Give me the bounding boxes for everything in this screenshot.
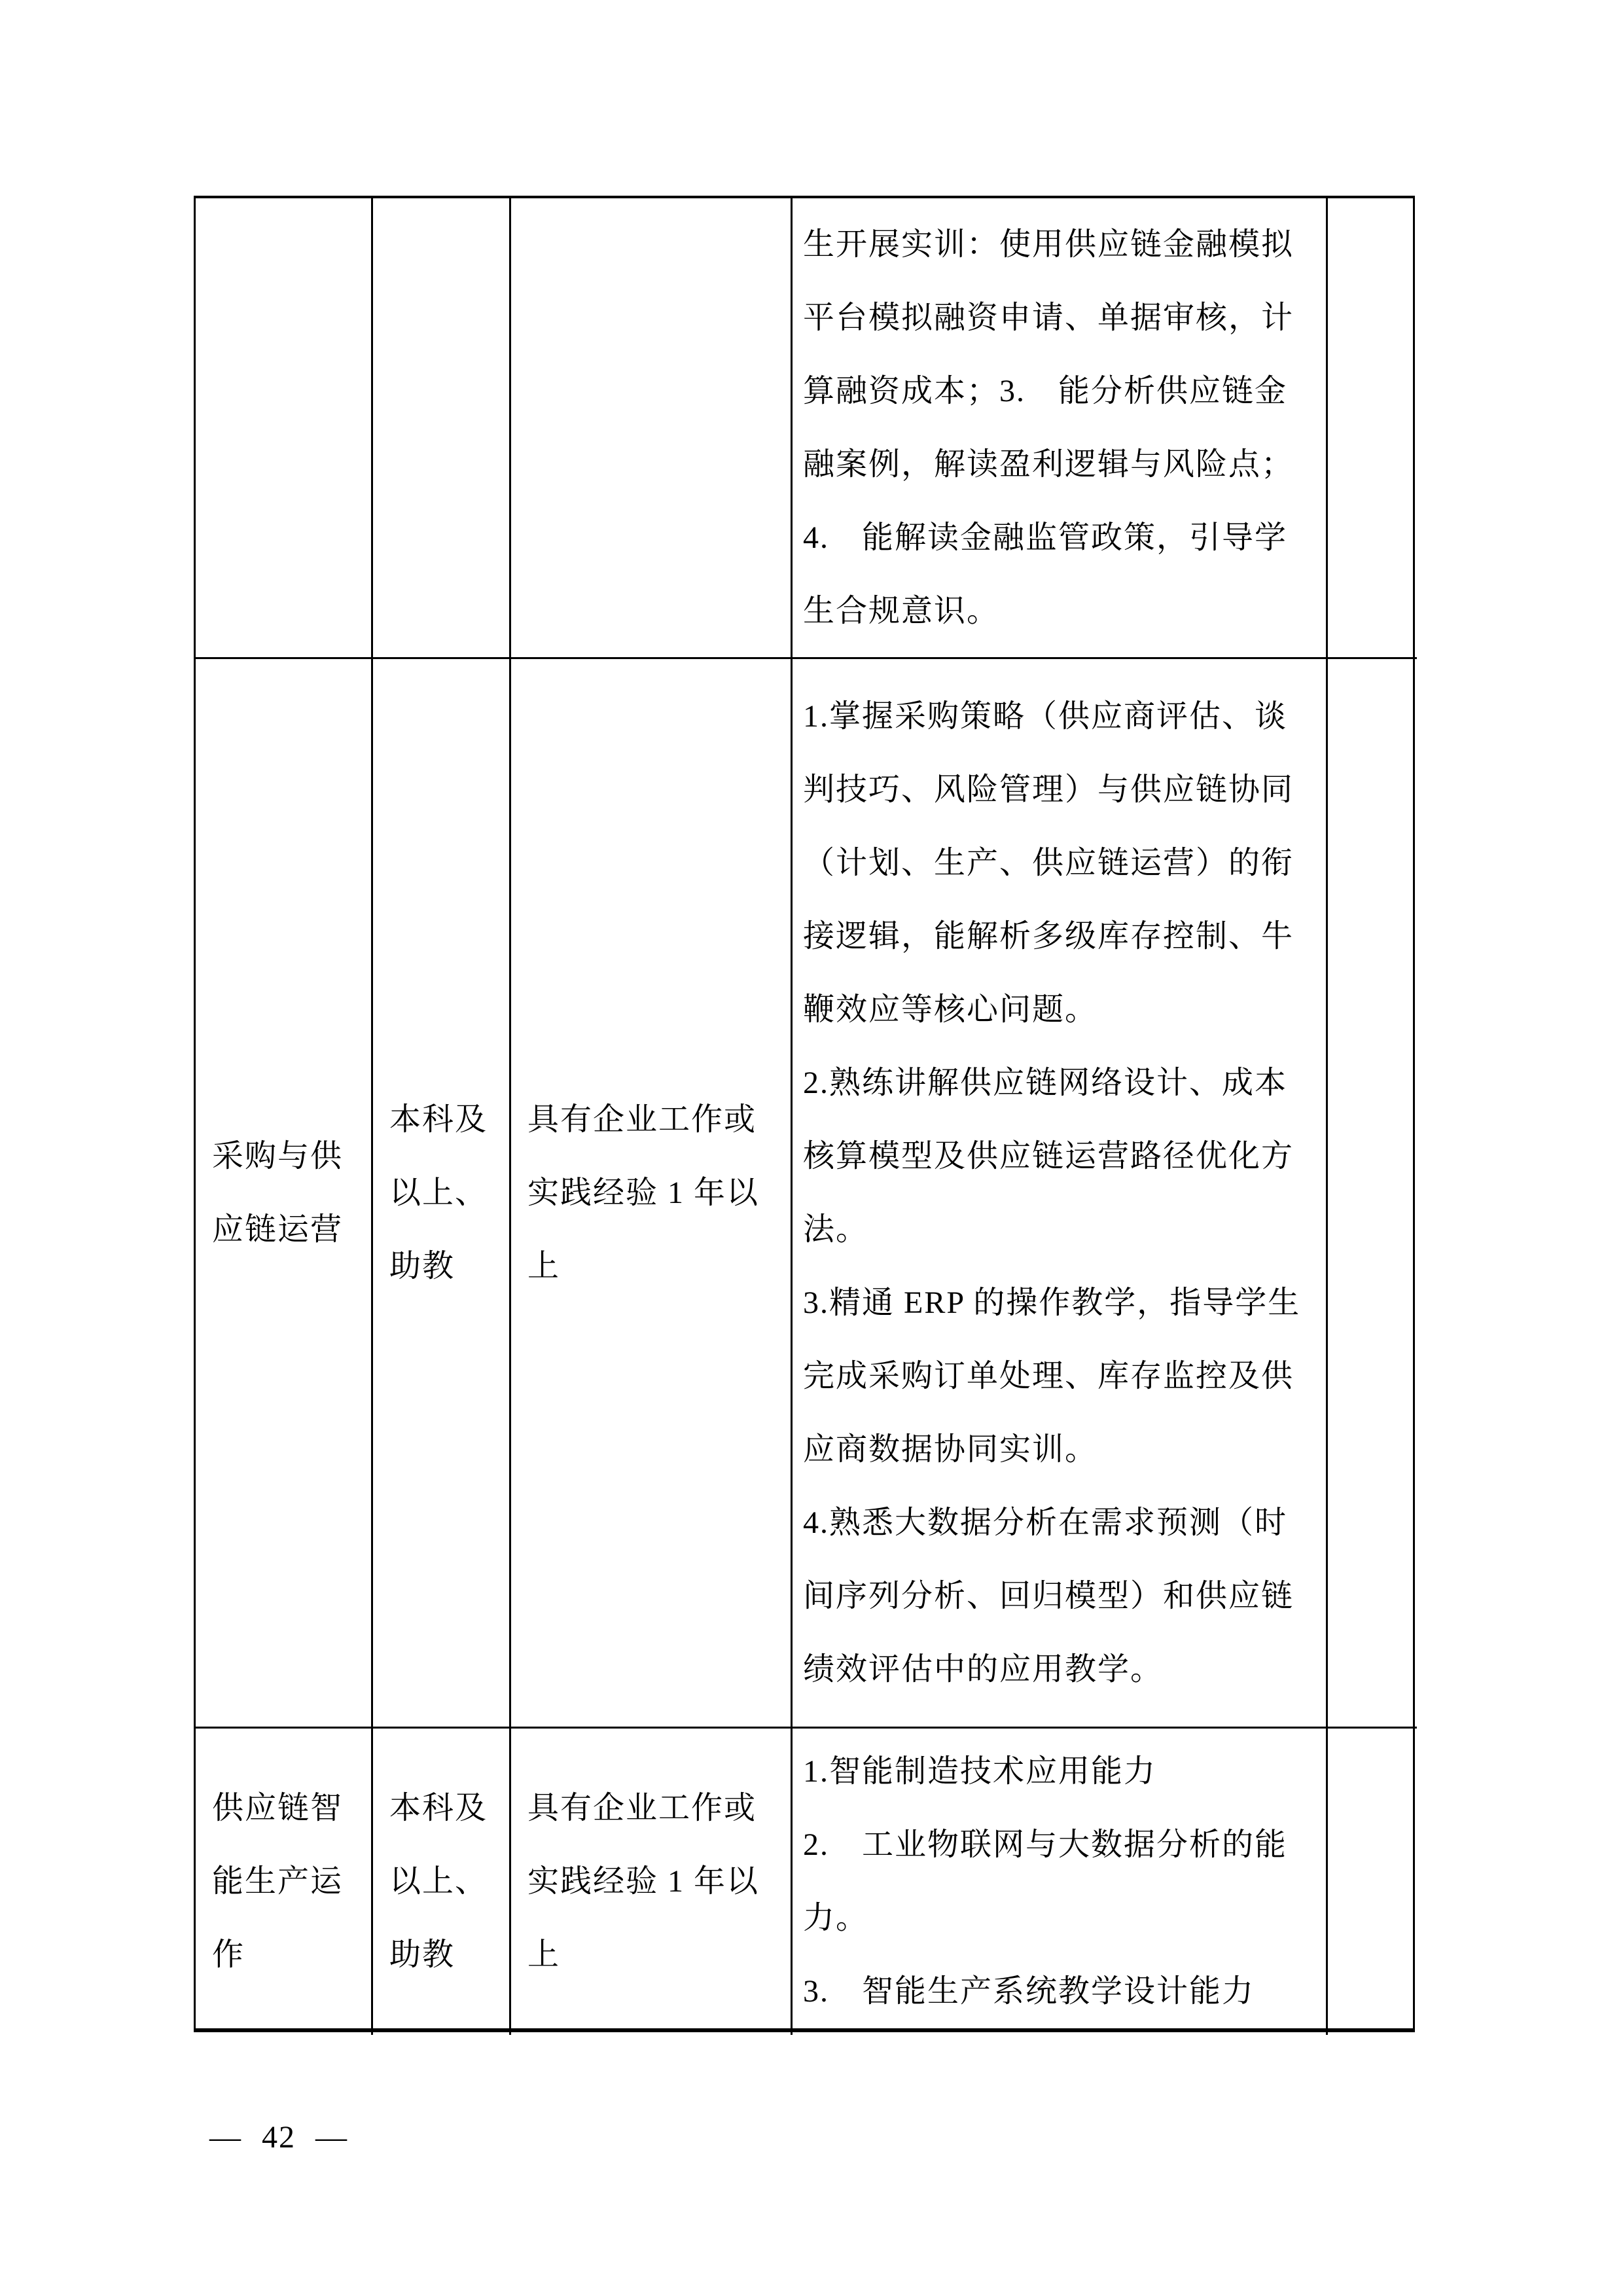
text-line: 融案例，解读盈利逻辑与风险点； bbox=[803, 446, 1294, 482]
text-line: 采购与供 bbox=[212, 1138, 344, 1174]
text-line: 法。 bbox=[803, 1211, 869, 1247]
text-line: 具有企业工作或 bbox=[527, 1102, 757, 1137]
text-line: 判技巧、风险管理）与供应链协同 bbox=[803, 772, 1294, 807]
table-cell-r3c1 bbox=[196, 1729, 373, 2035]
table-cell-r1c5 bbox=[1328, 198, 1417, 659]
table-cell-r3c4 bbox=[793, 1729, 1328, 2035]
text-line: 核算模型及供应链运营路径优化方 bbox=[803, 1138, 1294, 1174]
table-cell-r1c2 bbox=[373, 198, 511, 659]
text-line: 以上、 bbox=[389, 1175, 488, 1210]
text-line: 1.智能制造技术应用能力 bbox=[803, 1754, 1157, 1789]
text-line: 绩效评估中的应用教学。 bbox=[803, 1651, 1164, 1687]
text-line: 实践经验 1 年以 bbox=[527, 1175, 760, 1210]
text-line: 3. 智能生产系统教学设计能力 bbox=[803, 1974, 1255, 2009]
table-cell-r2c2 bbox=[373, 659, 511, 1729]
text-line: 完成采购订单处理、库存监控及供 bbox=[803, 1358, 1294, 1393]
table-cell-r1c1 bbox=[196, 198, 373, 659]
text-line: 算融资成本；3. 能分析供应链金 bbox=[803, 373, 1288, 408]
text-line: 1.掌握采购策略（供应商评估、谈 bbox=[803, 698, 1288, 734]
table-cell-r3c5 bbox=[1328, 1729, 1417, 2035]
qualification-table bbox=[194, 196, 1415, 2032]
text-line: 力。 bbox=[803, 1901, 869, 1935]
text-line: 能生产运 bbox=[212, 1864, 344, 1899]
table-cell-r1c4 bbox=[793, 198, 1328, 659]
table-cell-r2c1 bbox=[196, 659, 373, 1729]
text-line: 以上、 bbox=[389, 1864, 488, 1899]
text-line: 生开展实训：使用供应链金融模拟 bbox=[803, 226, 1294, 262]
text-line: 上 bbox=[527, 1248, 561, 1283]
text-line: 供应链智 bbox=[212, 1791, 344, 1825]
text-line: 应链运营 bbox=[212, 1211, 344, 1247]
page-number: — 42 — bbox=[209, 2120, 348, 2155]
text-line: 实践经验 1 年以 bbox=[527, 1864, 760, 1899]
table-cell-r2c4 bbox=[793, 659, 1328, 1729]
text-line: 间序列分析、回归模型）和供应链 bbox=[803, 1578, 1294, 1613]
text-line: 上 bbox=[527, 1937, 561, 1972]
text-line: 具有企业工作或 bbox=[527, 1791, 757, 1825]
text-line: （计划、生产、供应链运营）的衔 bbox=[803, 845, 1294, 880]
text-line: 作 bbox=[212, 1937, 245, 1972]
table-cell-r2c5 bbox=[1328, 659, 1417, 1729]
text-line: 本科及 bbox=[389, 1102, 488, 1137]
text-line: 2. 工业物联网与大数据分析的能 bbox=[803, 1827, 1288, 1862]
table-cell-r3c3 bbox=[511, 1729, 793, 2035]
text-line: 鞭效应等核心问题。 bbox=[803, 992, 1098, 1027]
text-line: 接逻辑，能解析多级库存控制、牛 bbox=[803, 918, 1294, 954]
table-cell-r2c3 bbox=[511, 659, 793, 1729]
text-line: 助教 bbox=[389, 1937, 455, 1972]
text-line: 3.精通 ERP 的操作教学，指导学生 bbox=[803, 1285, 1301, 1320]
text-line: 本科及 bbox=[389, 1791, 488, 1825]
text-line: 平台模拟融资申请、单据审核，计 bbox=[803, 300, 1294, 335]
text-line: 4.熟悉大数据分析在需求预测（时 bbox=[803, 1505, 1288, 1540]
text-line: 应商数据协同实训。 bbox=[803, 1431, 1098, 1467]
text-line: 4. 能解读金融监管政策，引导学 bbox=[803, 520, 1288, 555]
table-cell-r3c2 bbox=[373, 1729, 511, 2035]
text-line: 助教 bbox=[389, 1248, 455, 1283]
text-line: 生合规意识。 bbox=[803, 593, 1000, 628]
text-line: 2.熟练讲解供应链网络设计、成本 bbox=[803, 1065, 1288, 1100]
table-cell-r1c3 bbox=[511, 198, 793, 659]
